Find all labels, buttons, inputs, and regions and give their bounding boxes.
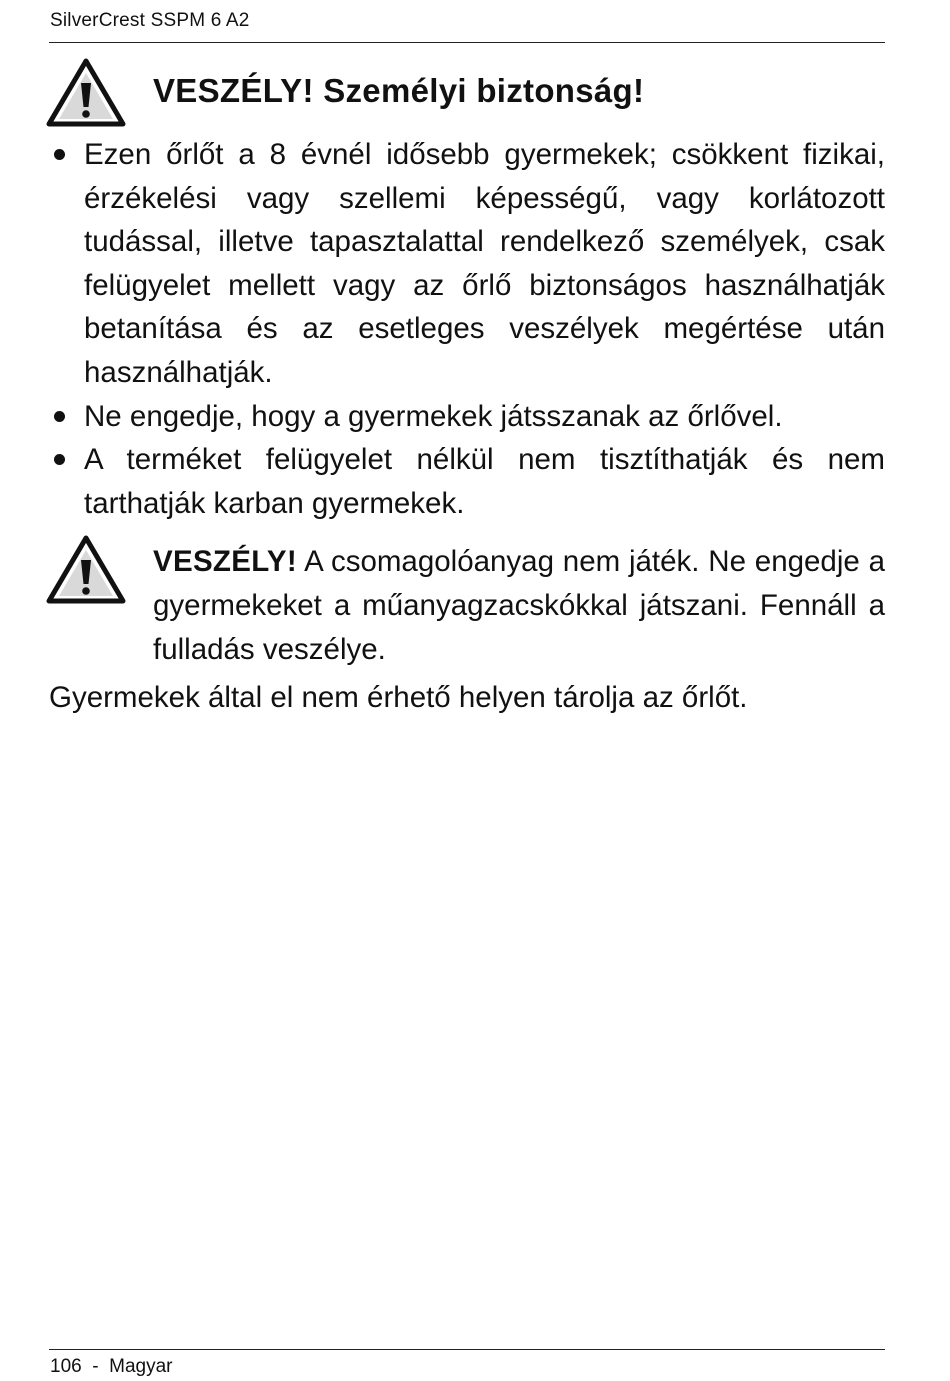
bullet-icon (54, 411, 65, 422)
list-item (49, 395, 885, 439)
warning-text: A csomagolóanyag nem játék. Ne engedje a gyermekeket a műanyagzacskókkal játszani. Fennáll a fulladás veszélye. (153, 545, 885, 666)
warning-label: VESZÉLY! (153, 545, 297, 578)
list-item-text: A terméket felügyelet nélkül nem tisztíthatják és nem tarthatják karban gyermekek. (84, 443, 885, 520)
page-header (49, 8, 885, 43)
header-product-name: SilverCrest SSPM 6 A2 (50, 10, 250, 31)
warning-triangle-icon (45, 57, 127, 129)
bullet-icon (54, 454, 65, 465)
list-item (49, 438, 885, 525)
footer-page-label: 106 - Magyar (50, 1356, 173, 1377)
packaging-warning (153, 540, 885, 672)
warning-triangle-icon (45, 534, 127, 606)
bullet-icon (54, 149, 65, 160)
list-item (49, 133, 885, 395)
section-heading: VESZÉLY! Személyi biztonság! (153, 72, 645, 109)
list-item-text: Ne engedje, hogy a gyermekek játsszanak az őrlővel. (84, 399, 783, 433)
storage-instruction: Gyermekek által el nem érhető helyen tárolja az őrlőt. (49, 681, 748, 714)
page-footer (49, 1349, 885, 1377)
bullet-list (49, 133, 885, 525)
list-item-text: Ezen őrlőt a 8 évnél idősebb gyermekek; csökkent fizikai, érzékelési vagy szellemi képességű, vagy korlátozott tudással, illetve tapasztalattal rendelkező személyek, csak felügyelet mellett vagy az őrlő biztonságos használhatják betanítása és az esetleges veszélyek megértése után használhatják. (84, 138, 885, 389)
